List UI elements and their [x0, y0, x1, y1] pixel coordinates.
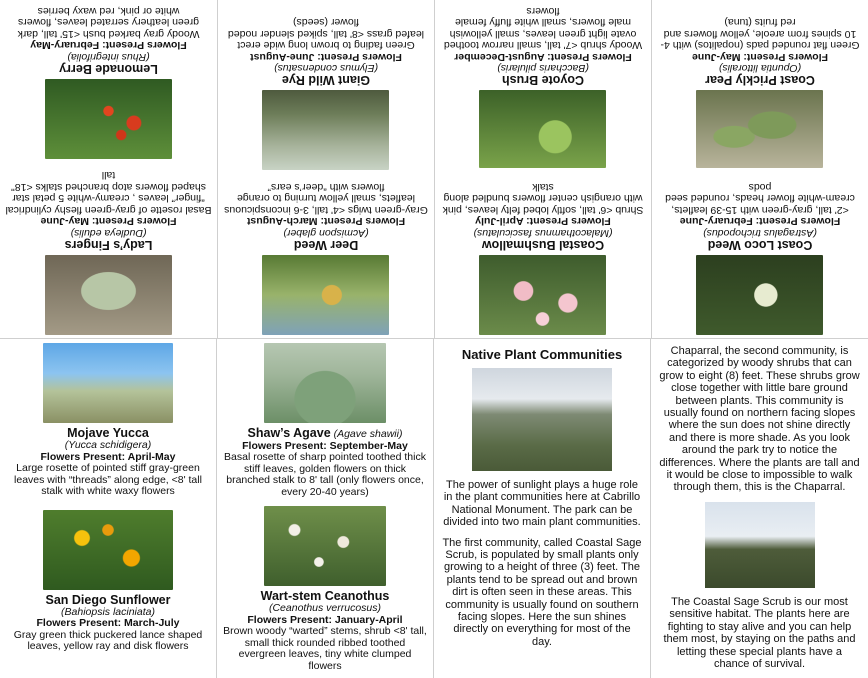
plant-description: Woody shrub <7' tall, small narrow toothed ovate light green leaves, small yellowish male flowers, small white fluffy female flowers — [443, 5, 643, 52]
flowering-period: Flowers Present: February-May — [30, 39, 187, 52]
plant-name: Coast Prickly Pear — [705, 73, 815, 88]
column-native-plant-communities — [434, 339, 651, 678]
flowering-period: Flowers Present: February-June — [679, 215, 841, 228]
lemonade-berry-photo — [45, 79, 172, 159]
chaparral-hillside-photo — [705, 502, 815, 588]
ladys-fingers-photo — [45, 255, 172, 335]
plant-name: Wart-stem Ceanothus — [260, 589, 390, 603]
scientific-name: (Dudleya edulis) — [70, 227, 147, 239]
plant-description: Basal rosette of sharp pointed toothed thick stiff leaves, golden flowers on thick branched stalk to 8' tall (only flowers once, every 20-40 years) — [224, 451, 426, 498]
wart-stem-ceanothus-photo — [264, 506, 386, 586]
plant-card-coast-prickly-pear — [652, 16, 868, 173]
plant-name: Deer Weed — [293, 238, 359, 252]
flowering-period: Flowers Present: May-June — [692, 51, 828, 63]
plant-card-giant-wild-rye — [218, 16, 434, 175]
scientific-name: (Acmispon glaber) — [283, 227, 369, 239]
plant-card-coastal-bushmallow — [435, 181, 651, 340]
plant-card-deer-weed — [218, 181, 434, 340]
plant-card-mojave-yucca — [0, 339, 216, 498]
plant-card-san-diego-sunflower — [0, 506, 216, 653]
coast-prickly-pear-photo — [697, 91, 824, 169]
plant-description: <2' tall, gray-green with 15-39 leaflets, cream-white flower heads, rounded seed pods — [665, 181, 855, 216]
plant-card-ladys-fingers — [0, 169, 217, 339]
plant-name: Shaw’s Agave — [247, 426, 331, 440]
plant-card-coyote-brush — [435, 5, 651, 173]
scientific-name: (Elymus condensatus) — [274, 62, 378, 75]
scientific-name: (Malacothamnus fasciculatus) — [473, 227, 613, 239]
plant-name: Giant Wild Rye — [281, 73, 371, 88]
plant-description: Gray-green twigs <4' tall, 3-6 inconspicuous leaflets, small yellow turning to orange flowers with “deer’s ears” — [224, 181, 428, 216]
plant-description: Large rosette of pointed stiff gray-green leaves with “threads” along edge, <8' tall stalk with white waxy flowers — [14, 462, 202, 497]
scientific-name: (Ceanothus verrucosus) — [268, 602, 382, 614]
flowering-period: Flowers Present: March-July — [36, 617, 180, 629]
san-diego-sunflower-photo — [43, 510, 173, 590]
coastal-landscape-photo — [472, 368, 612, 471]
scientific-name: (Opuntia littoralis) — [718, 62, 802, 75]
coastal-sage-scrub-paragraph: The first community, called Coastal Sage Scrub, is populated by small plants only growing to a height of three (3) feet. The plants tend to be spread out and brown dirt is often seen in these areas. This community is usually found on southern facing slopes. Here the sun shines directly on everything for most of the day. — [442, 536, 642, 648]
plant-card-wart-stem-ceanothus — [217, 502, 433, 672]
plant-name: Coast Loco Weed — [707, 238, 813, 252]
plant-description: Green fading to brown long wide erect leafed grass <8' tall, spiked slender noded flower (seeds) — [227, 16, 425, 52]
flowering-period: Flowers Present: May-June — [40, 215, 177, 228]
column-agave-ceanothus — [217, 339, 434, 678]
plant-card-shaws-agave — [217, 339, 433, 498]
flowering-period: Flowers Present: January-April — [247, 613, 403, 626]
scientific-name: (Bahiopsis laciniata) — [61, 605, 155, 618]
column-deerweed-wildrye — [217, 0, 434, 339]
column-fingers-berry — [0, 0, 217, 339]
flowering-period: Flowers Present: March-August — [246, 215, 406, 228]
column-bushmallow-coyote — [434, 0, 651, 339]
brochure-bottom-half — [0, 339, 868, 678]
plant-name: Coyote Brush — [502, 73, 584, 88]
plant-name: Lady’s Fingers — [64, 238, 153, 252]
flowering-period: Flowers Present: April-May — [40, 450, 176, 463]
plant-name: Coastal Bushmallow — [481, 238, 605, 252]
coast-loco-weed-photo — [697, 255, 824, 335]
scientific-name: (Agave shawii) — [333, 428, 403, 440]
column-yucca-sunflower — [0, 339, 217, 678]
scientific-name: (Yucca schidigera) — [64, 439, 152, 451]
coyote-brush-photo — [480, 91, 607, 169]
column-chaparral — [651, 339, 868, 678]
plant-description: Woody gray barked bush <15' tall, dark green leathery serrated leaves, flowers white or pink, red waxy berries — [17, 5, 200, 40]
plant-name: San Diego Sunflower — [45, 592, 171, 607]
giant-wild-rye-photo — [263, 91, 390, 171]
column-loco-prickly — [651, 0, 868, 339]
flowering-period: Flowers Present: June-August — [250, 51, 402, 63]
coastal-bushmallow-photo — [480, 255, 607, 335]
deer-weed-photo — [263, 255, 390, 335]
intro-paragraph: The power of sunlight plays a huge role in the plant communities here at Cabrillo National Monument. The park can be divided into two main plant communities. — [443, 479, 641, 529]
shaws-agave-photo — [264, 343, 386, 423]
plant-card-coast-loco-weed — [652, 181, 868, 340]
scientific-name: (Astragalus trichopodus) — [703, 227, 817, 239]
flowering-period: Flowers Present: August-December — [454, 51, 632, 63]
mojave-yucca-photo — [43, 343, 173, 423]
plant-card-lemonade-berry — [0, 5, 217, 164]
chaparral-paragraph: Chaparral, the second community, is categorized by woody shrubs that can grow to eight (8) feet. These shrubs grow close together with little bare ground between plants. This community is usually found on northern facing slopes where the sun does not shine directly and there is more shade. As you look around the park try to notice the differences. Where the plants are tall and it would be close to impossible to walk through them, this is the Chaparral. — [659, 345, 860, 494]
section-title: Native Plant Communities — [461, 347, 623, 362]
scientific-name: (Rhus integrifolia) — [67, 51, 150, 63]
plant-description: Gray green thick puckered lance shaped leaves, yellow ray and disk flowers — [13, 628, 203, 652]
sensitive-habitat-paragraph: The Coastal Sage Scrub is our most sensitive habitat. The plants here are fighting to stay alive and you can help them most, by staying on the paths and letting these special plants have a chance of survival. — [663, 595, 856, 670]
plant-description: Shrub <6' tall, softly lobed felty leaves, pink with orangish center flowers bundled along stalk — [442, 181, 644, 216]
plant-description: Basal rosette of gray-green fleshy cylindrical “finger” leaves , creamy-white 5 petal star shaped flowers atop branched stalks <18" tall — [5, 169, 212, 216]
plant-name: Mojave Yucca — [67, 426, 149, 440]
flowering-period: Flowers Present: April-July — [475, 215, 611, 228]
scientific-name: (Baccharis pilularis) — [497, 62, 589, 75]
flowering-period: Flowers Present: September-May — [242, 439, 408, 452]
plant-description: Brown woody “warted” stems, shrub <8' tall, small thick rounded ribbed toothed evergreen leaves, tiny white clumped flowers — [223, 625, 427, 672]
plant-description: Green flat rounded pads (nopalitos) with 4-10 spines from areole, yellow flowers and red fruits (tuna) — [660, 16, 860, 52]
plant-name: Lemonade Berry — [59, 62, 158, 76]
